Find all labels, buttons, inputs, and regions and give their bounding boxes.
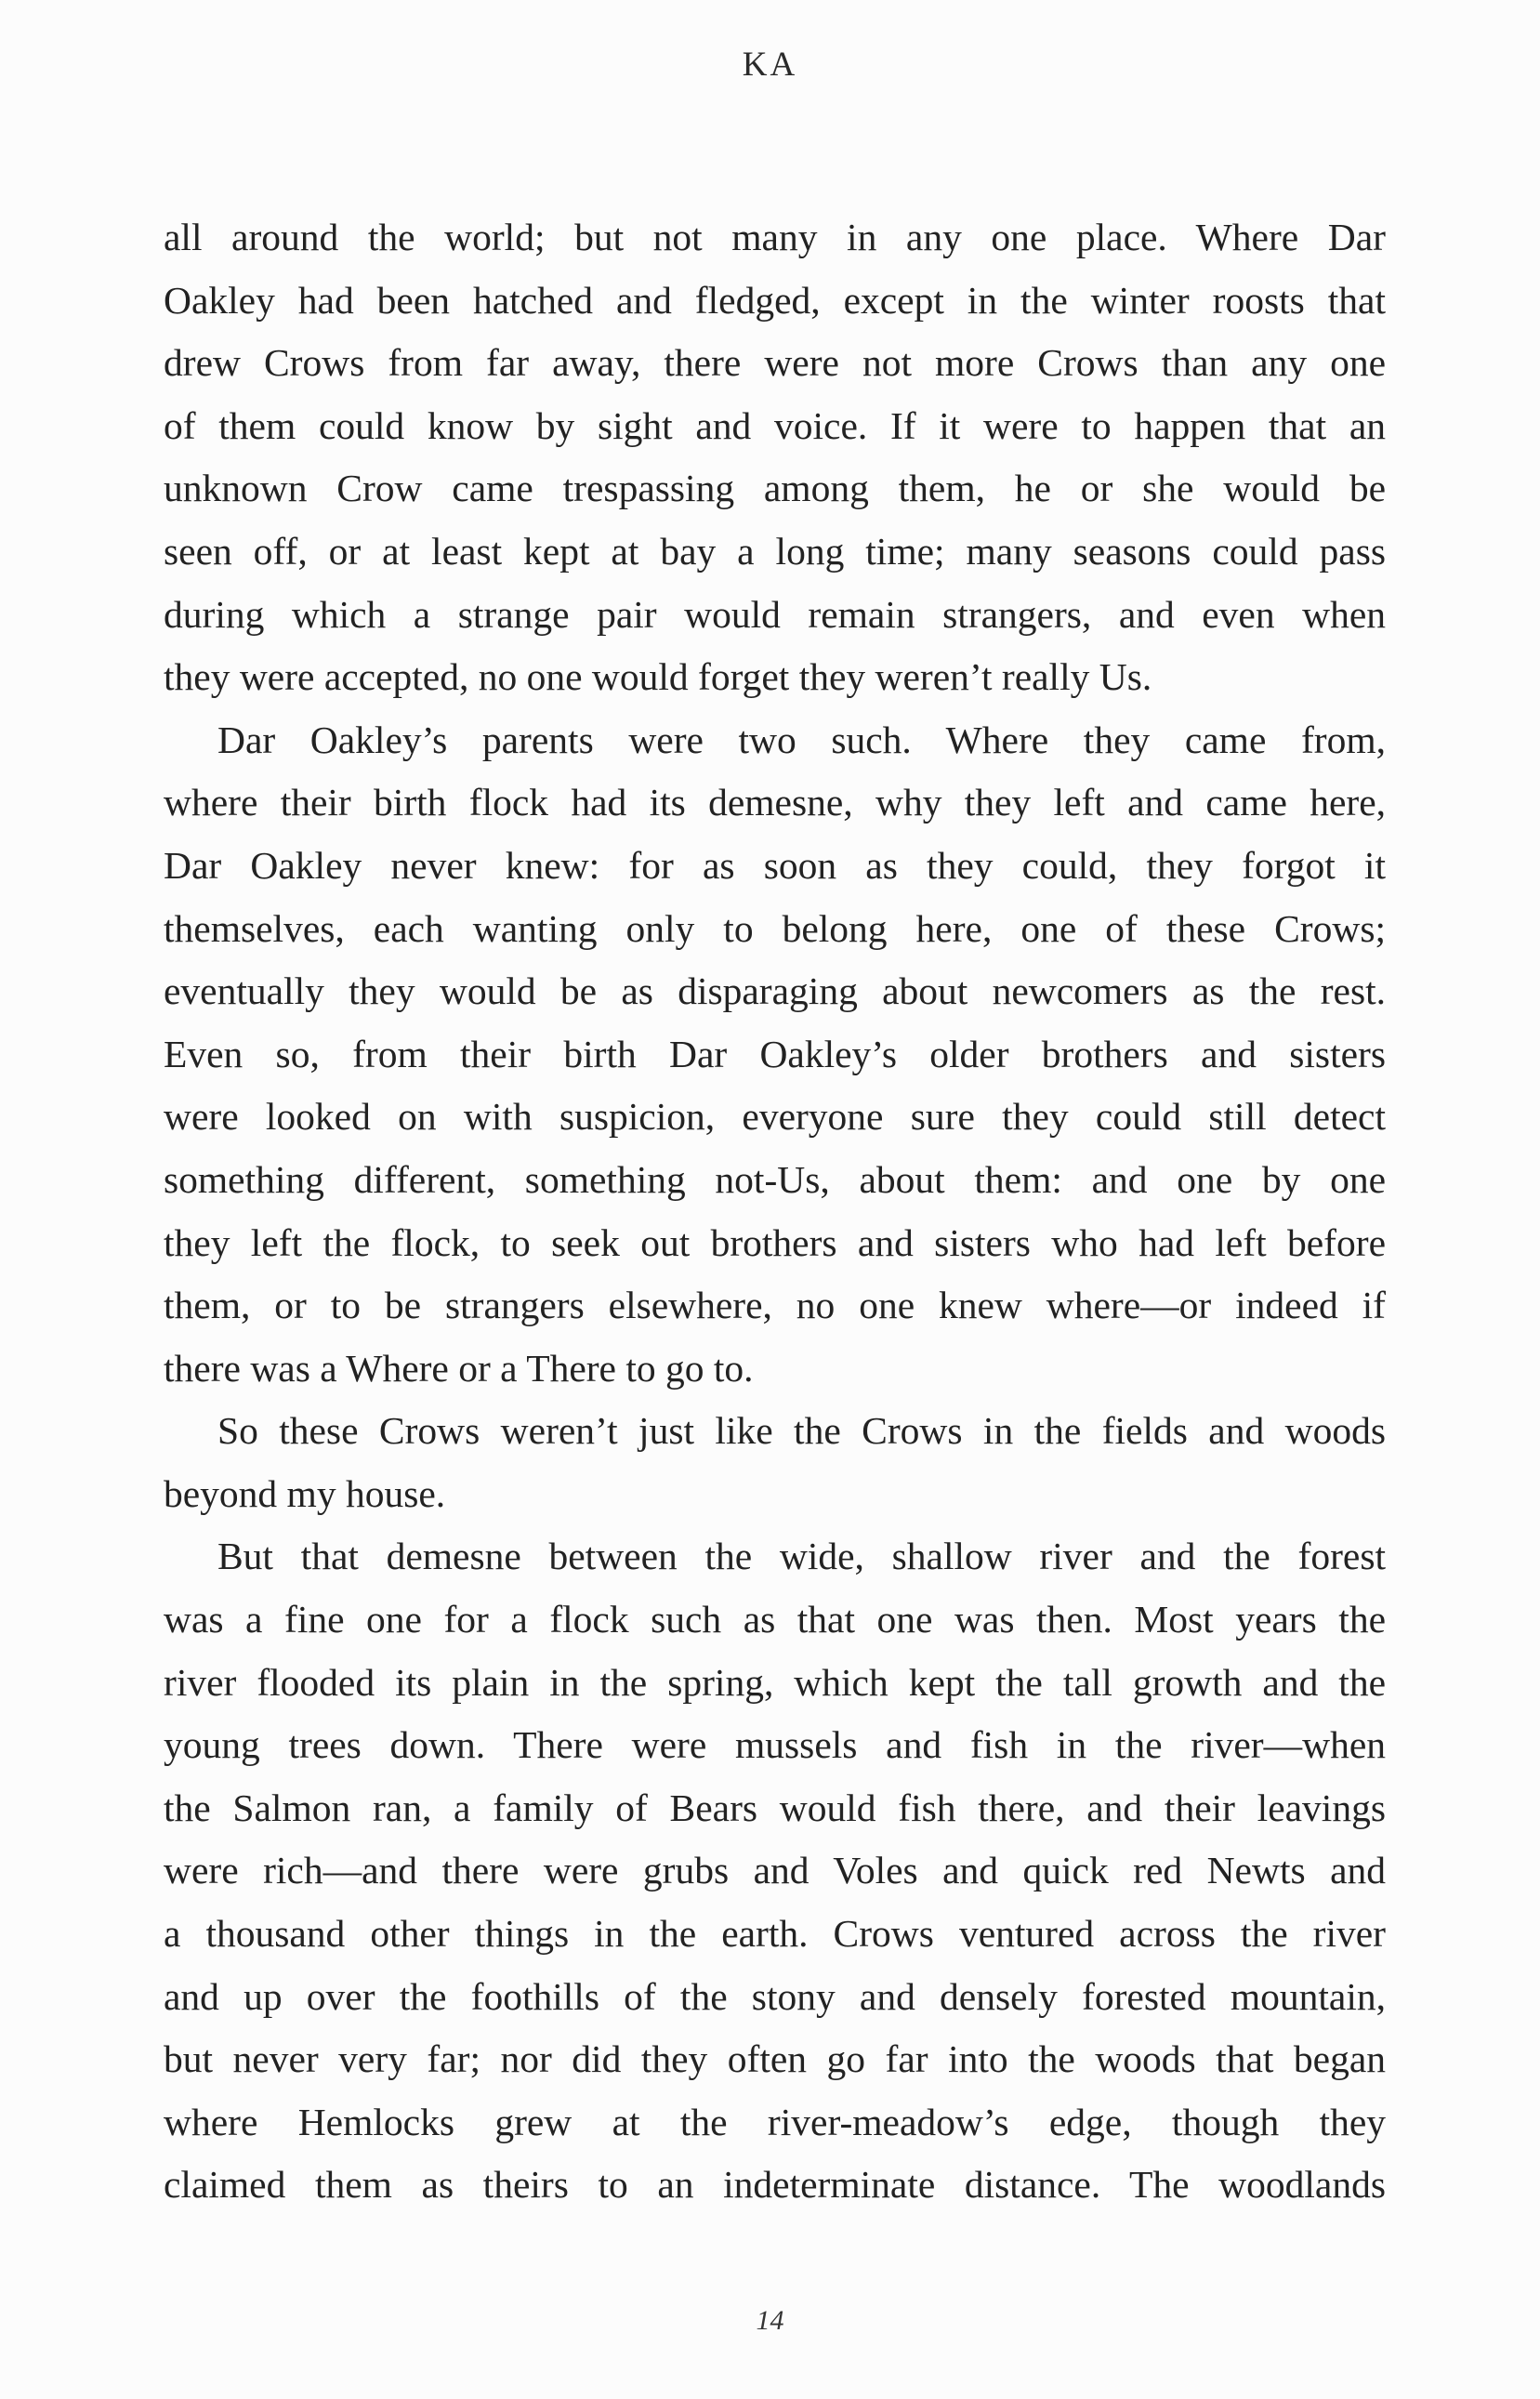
text-line: and up over the foothills of the stony and densely forested mountain,: [164, 1974, 1386, 2018]
text-line: of them could know by sight and voice. If it were to happen that an: [164, 403, 1386, 447]
text-line: But that demesne between the wide, shallow river and the forest: [217, 1535, 1386, 1578]
text-line: there was a Where or a There to go to.: [164, 1346, 754, 1390]
text-line: where Hemlocks grew at the river-meadow’s edge, though they: [164, 2100, 1386, 2143]
text-line: seen off, or at least kept at bay a long time; many seasons could pass: [164, 529, 1386, 573]
text-line: they left the flock, to seek out brothers and sisters who had left before: [164, 1220, 1386, 1264]
text-line: were looked on with suspicion, everyone sure they could still detect: [164, 1095, 1386, 1139]
text-line: them, or to be strangers elsewhere, no one knew where—or indeed if: [164, 1284, 1386, 1327]
text-line: So these Crows weren’t just like the Crows in the fields and woods: [217, 1409, 1386, 1453]
page-number: 14: [756, 2305, 784, 2336]
text-line: all around the world; but not many in any one place. Where Dar: [164, 216, 1386, 258]
text-line: was a fine one for a flock such as that one was then. Most years the: [164, 1598, 1386, 1641]
text-line: Dar Oakley never knew: for as soon as they could, they forgot it: [164, 843, 1386, 887]
text-line: were rich—and there were grubs and Voles and quick red Newts and: [164, 1849, 1386, 1892]
text-line: young trees down. There were mussels and fish in the river—when: [164, 1723, 1386, 1767]
text-line: beyond my house.: [164, 1471, 446, 1515]
text-line: Dar Oakley’s parents were two such. Where they came from,: [217, 718, 1386, 761]
body-text: [164, 206, 1386, 2217]
text-line: river flooded its plain in the spring, which kept the tall growth and the: [164, 1660, 1386, 1704]
text-line: during which a strange pair would remain strangers, and even when: [164, 592, 1386, 636]
text-line: drew Crows from far away, there were not more Crows than any one: [164, 341, 1386, 385]
text-line: themselves, each wanting only to belong here, one of these Crows;: [164, 906, 1386, 950]
text-line: something different, something not-Us, about them: and one by one: [164, 1157, 1386, 1201]
text-line: claimed them as theirs to an indeterminate distance. The woodlands: [164, 2163, 1386, 2207]
text-line: eventually they would be as disparaging about newcomers as the rest.: [164, 969, 1386, 1013]
text-line: a thousand other things in the earth. Crows ventured across the river: [164, 1912, 1386, 1956]
running-head: KA: [742, 46, 798, 84]
text-line: Oakley had been hatched and fledged, except in the winter roosts that: [164, 278, 1386, 322]
text-line: they were accepted, no one would forget they weren’t really Us.: [164, 655, 1152, 699]
text-line: Even so, from their birth Dar Oakley’s older brothers and sisters: [164, 1032, 1386, 1075]
text-line: but never very far; nor did they often go far into the woods that began: [164, 2037, 1386, 2081]
text-line: where their birth flock had its demesne, why they left and came here,: [164, 781, 1386, 824]
text-line: unknown Crow came trespassing among them, he or she would be: [164, 467, 1386, 510]
text-line: the Salmon ran, a family of Bears would fish there, and their leavings: [164, 1786, 1386, 1829]
